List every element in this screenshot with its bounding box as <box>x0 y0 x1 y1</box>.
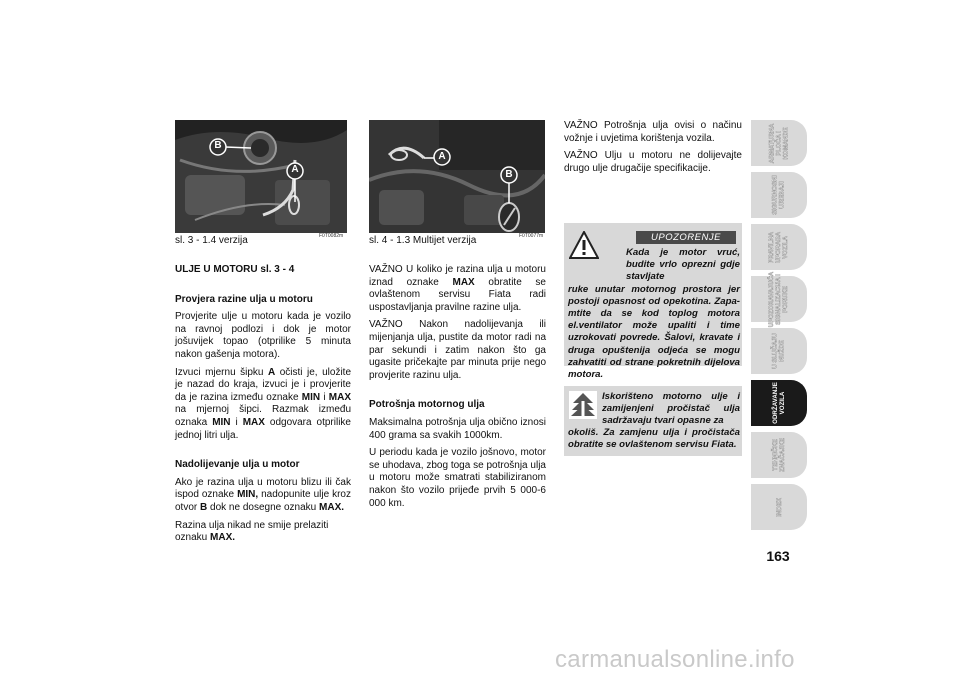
engine-photo-1-4 <box>175 120 347 233</box>
tab-pravilna-uporaba[interactable]: PRAVILNA UPORABA VOZILA <box>751 224 807 270</box>
paragraph: Razina ulja nikad ne smije prelaziti oznaku MAX. <box>175 519 329 544</box>
tab-u-slucaju-nuzde[interactable]: U SLUČAJU NUŽDE <box>751 328 807 374</box>
tab-sigurnosni-uredaji[interactable]: SIGURNOSNI UREĐAJI <box>751 172 807 218</box>
figure-label-a: A <box>438 151 446 162</box>
subheading: Nadolijevanje ulja u motor <box>175 459 300 471</box>
figure-caption: sl. 4 - 1.3 Multijet verzija <box>369 235 477 246</box>
page-number: 163 <box>766 548 790 564</box>
figure-code: F0T0077m <box>519 233 544 239</box>
tab-odrzavanje-vozila[interactable]: ODRŽAVANJE VOZILA <box>751 380 807 426</box>
figure-label-a: A <box>291 164 299 175</box>
warning-title: UPOZORENJE <box>636 231 736 244</box>
warning-box <box>564 223 742 381</box>
text-column-3 <box>564 120 742 180</box>
engine-photo-multijet <box>369 120 545 233</box>
figure-label-b: B <box>214 140 222 151</box>
text-column-1 <box>175 264 351 550</box>
paragraph: Maksimalna potrošnja ulja obično iznosi 400 grama sa svakih 1000km. <box>369 416 546 441</box>
subheading: Potrošnja motornog ulja <box>369 399 485 411</box>
paragraph: VAŽNO Nakon nadolijevanja ili mijenjanja ulja, pustite da motor radi na par sekundi i zatim nakon što ga ugasite pričekajte par minuta prije nego provjerite razinu ulja. <box>369 319 546 381</box>
tab-upozoravajuca-signalizacija[interactable]: UPOZORAVAJUĆA SIGNALIZACIJA I PORUKE <box>751 276 807 322</box>
paragraph: VAŽNO U koliko je razina ulja u motoru iznad oznake MAX obratite se ovlaštenom servisu Fiata radi uspostavljanja pravilne razine ulja. <box>369 264 546 313</box>
tab-armaturna-ploca[interactable]: ARMATURNA PLOČA I KOMANDE <box>751 120 807 166</box>
environment-text: Iskorišteno motorno ulje i zamijenjeni pročistač ulja sadržavaju tvari opasne za okoliš. Za zamjenu ulja i pročistača obratite se ovlaštenom servisu Fiata. <box>568 391 740 450</box>
figure-code: F0T0082m <box>319 233 344 239</box>
watermark: carmanualsonline.info <box>555 646 795 673</box>
paragraph: U periodu kada je vozilo jošnovo, motor se uhodava, zbog toga se potrošnja ulja u motoru može smatrati stabiliziranom nakon što vozilo prijeđe prvih 5 000-6 000 km. <box>369 447 546 509</box>
warning-text: Kada je motor vruć, budite vrlo oprezni gdje stavljate ruke unutar motornog prostora jer postoji opasnost od opekotina. Zapa-mtite da se kod toplog motora el.ventilator može upaliti i time uzrokovati povrede. Šalovi, kravate i druga opuštenija odjeća se mogu zahvatiti od strane pokretnih dijelova motora. <box>568 247 740 381</box>
environment-note-box <box>564 386 742 456</box>
text-column-2 <box>369 264 546 515</box>
tab-index[interactable]: INDEX <box>751 484 807 530</box>
paragraph: Izvuci mjernu šipku A očisti je, uložite je nazad do kraja, izvuci je i provjerite da je razina između oznake MIN i MAX na mjernoj šipci. Razmak između oznaka MIN i MAX odgovara otprilike jednoj litri ulja. <box>175 366 351 441</box>
figure-caption: sl. 3 - 1.4 verzija <box>175 235 248 246</box>
section-heading: ULJE U MOTORU sl. 3 - 4 <box>175 264 295 275</box>
tab-tehnicke-znacajke[interactable]: TEHNIČKE ZNAČAJKE <box>751 432 807 478</box>
paragraph: VAŽNO Ulju u motoru ne dolijevajte drugo ulje drugačije specifikacije. <box>564 150 742 174</box>
figure-label-b: B <box>505 169 513 180</box>
subheading: Provjera razine ulja u motoru <box>175 293 313 305</box>
paragraph: Provjerite ulje u motoru kada je vozilo na ravnoj podlozi i dok je motor jošuvijek topao (otprilike 5 minuta nakon gašenja motora). <box>175 311 351 360</box>
paragraph: Ako je razina ulja u motoru blizu ili čak ispod oznake MIN, nadopunite ulje kroz otvor B dok ne dosegne oznaku MAX. <box>175 476 351 513</box>
paragraph: VAŽNO Potrošnja ulja ovisi o načinu vožnje i uvjetima korištenja vozila. <box>564 120 742 144</box>
